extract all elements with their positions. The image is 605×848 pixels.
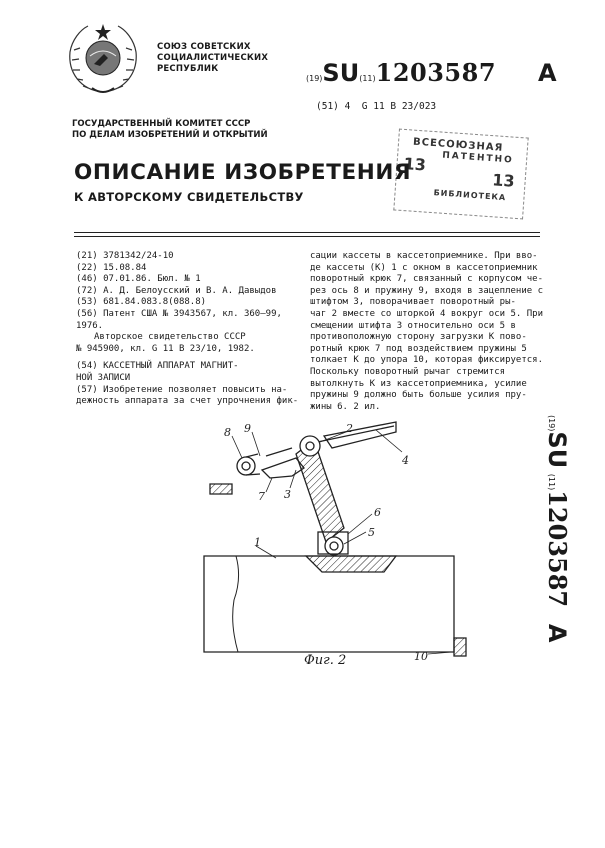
lever bbox=[296, 440, 344, 542]
abstract-line: сации кассеты в кассетоприемнике. При вво- bbox=[310, 251, 538, 261]
inid-11: (11) bbox=[359, 74, 376, 83]
label-9: 9 bbox=[244, 422, 251, 435]
vertical-document-number bbox=[522, 415, 572, 675]
abstract-line: пружины 9 должно быть больше усилия пру- bbox=[310, 390, 527, 401]
stamp-text: ВСЕСОЮЗНАЯ bbox=[412, 136, 504, 154]
divider bbox=[74, 232, 540, 233]
label-10: 10 bbox=[414, 650, 428, 663]
biblio-line: (53) 681.84.083.8(088.8) bbox=[76, 297, 207, 308]
document-title: ОПИСАНИЕ ИЗОБРЕТЕНИЯ bbox=[74, 160, 412, 185]
kind-code: A bbox=[538, 59, 557, 87]
pin-circle bbox=[300, 436, 320, 456]
stamp-text: ПАТЕНТНО bbox=[441, 150, 515, 166]
abstract-text bbox=[310, 251, 542, 413]
label-6: 6 bbox=[374, 506, 381, 519]
label-4: 4 bbox=[402, 454, 409, 467]
label-8: 8 bbox=[224, 426, 231, 439]
stamp-number: 13 bbox=[402, 153, 427, 175]
hook-axis bbox=[237, 457, 255, 475]
abstract-line: противоположную сторону загрузки К пово- bbox=[310, 332, 527, 343]
inid-11: (11) bbox=[547, 473, 556, 491]
country-line: СОЮЗ СОВЕТСКИХ bbox=[157, 42, 251, 52]
biblio-line: (22) 15.08.84 bbox=[76, 262, 147, 273]
committee-line: ПО ДЕЛАМ ИЗОБРЕТЕНИЙ И ОТКРЫТИЙ bbox=[72, 130, 268, 140]
kind-code: A bbox=[543, 623, 571, 643]
library-stamp bbox=[393, 129, 528, 220]
abstract-line: толкает К до упора 10, которая фиксируется. bbox=[310, 355, 543, 366]
stamp-text: БИБЛИОТЕКА bbox=[433, 188, 507, 203]
biblio-line: (72) А. Д. Белоусский и В. А. Давыдов bbox=[76, 285, 277, 296]
biblio-line: Авторское свидетельство СССР bbox=[94, 332, 246, 343]
technical-drawing bbox=[196, 418, 476, 668]
label-3: 3 bbox=[284, 488, 291, 501]
abstract-line: ротный крюк 7 под воздействием пружины 5 bbox=[310, 343, 527, 354]
document-number bbox=[306, 58, 557, 87]
break-line bbox=[233, 556, 239, 652]
biblio-line: НОЙ ЗАПИСИ bbox=[76, 372, 131, 383]
patent-number: 1203587 bbox=[375, 58, 497, 87]
inid-19: (19) bbox=[306, 74, 323, 83]
document-subtitle: К АВТОРСКОМУ СВИДЕТЕЛЬСТВУ bbox=[74, 190, 304, 204]
abstract-line: чаг 2 вместе со шторкой 4 вокруг оси 5. При bbox=[310, 308, 543, 319]
label-2: 2 bbox=[346, 422, 353, 435]
abstract-line: поворотный крюк 7, связанный с корпусом че- bbox=[310, 274, 543, 285]
abstract-line: Поскольку поворотный рычаг стремится bbox=[310, 366, 506, 377]
label-7: 7 bbox=[258, 490, 265, 503]
patent-number: 1203587 bbox=[543, 490, 572, 608]
committee-name bbox=[72, 119, 268, 141]
country-line: РЕСПУБЛИК bbox=[157, 64, 219, 74]
ipc-code: G 11 B 23/023 bbox=[361, 101, 437, 112]
abstract-line: смещении штифта 3 относительно оси 5 в bbox=[310, 320, 516, 331]
biblio-line: 1976. bbox=[76, 320, 104, 331]
shutter bbox=[324, 422, 396, 448]
biblio-line: (21) 3781342/24-10 bbox=[76, 251, 174, 261]
figure-caption: Фиг. 2 bbox=[304, 653, 347, 668]
inid-51: (51) 4 bbox=[316, 101, 351, 112]
biblio-line: (56) Патент США № 3943567, кл. 360—99, bbox=[76, 308, 282, 319]
biblio-line: дежность аппарата за счет упрочнения фик- bbox=[76, 396, 299, 407]
abstract-line: вытолкнуть К из кассетоприемника, усилие bbox=[310, 378, 527, 389]
country-code: SU bbox=[543, 431, 571, 469]
biblio-line: № 945900, кл. G 11 B 23/10, 1982. bbox=[76, 343, 255, 354]
committee-line: ГОСУДАРСТВЕННЫЙ КОМИТЕТ СССР bbox=[72, 119, 251, 129]
abstract-line: штифтом 3, поворачивает поворотный ры- bbox=[310, 297, 516, 308]
abstract-line: де кассеты (К) 1 с окном в кассетоприемник bbox=[310, 262, 538, 273]
ussr-emblem-icon bbox=[62, 20, 144, 100]
label-1: 1 bbox=[254, 536, 261, 549]
stamp-number: 13 bbox=[491, 170, 516, 191]
biblio-line: (57) Изобретение позволяет повысить на- bbox=[76, 384, 288, 395]
abstract-line: жины 6. 2 ил. bbox=[310, 401, 381, 412]
country-name bbox=[157, 42, 268, 75]
bibliographic-data bbox=[76, 251, 304, 408]
hook bbox=[262, 458, 304, 478]
axis-circle bbox=[325, 537, 343, 555]
country-line: СОЦИАЛИСТИЧЕСКИХ bbox=[157, 53, 269, 63]
biblio-line: (54) КАССЕТНЫЙ АППАРАТ МАГНИТ- bbox=[76, 361, 239, 372]
window-block bbox=[306, 556, 396, 572]
abstract-line: рез ось 8 и пружину 9, входя в зацепление с bbox=[310, 285, 543, 296]
inid-19: (19) bbox=[547, 415, 556, 432]
label-5: 5 bbox=[368, 526, 375, 539]
country-code: SU bbox=[322, 59, 360, 87]
biblio-line: (46) 07.01.86. Бюл. № 1 bbox=[76, 274, 201, 285]
ipc-classification bbox=[316, 101, 436, 112]
divider bbox=[74, 236, 540, 237]
small-part bbox=[210, 484, 232, 494]
stop-part bbox=[454, 638, 466, 656]
